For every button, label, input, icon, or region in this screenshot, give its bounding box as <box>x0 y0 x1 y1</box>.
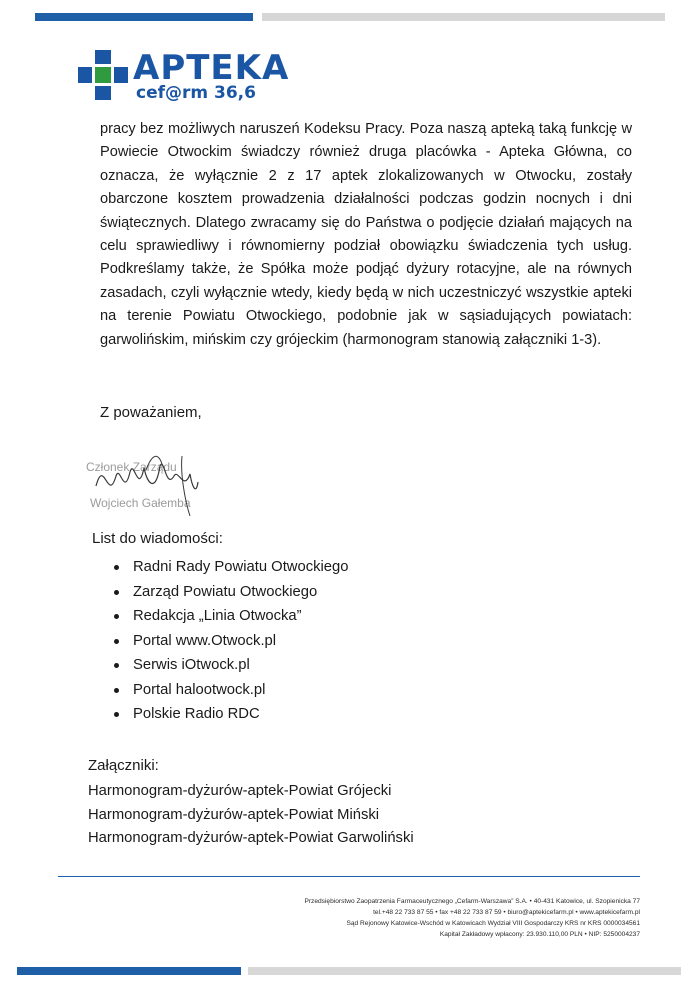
footer-capital-line: Kapitał Zakładowy wpłacony: 23.930.110,00 PLN • NIP: 5250004237 <box>439 931 640 938</box>
logo-subtitle: cef@rm 36,6 <box>136 83 256 103</box>
footer-court-line: Sąd Rejonowy Katowice-Wschód w Katowicach Wydział VIII Gospodarczy KRS nr KRS 0000034561 <box>346 920 640 927</box>
handwritten-signature <box>86 446 211 518</box>
closing-salutation: Z poważaniem, <box>100 404 202 421</box>
attachment-item: Harmonogram-dyżurów-aptek-Powiat Miński <box>88 806 380 823</box>
attachments-list <box>88 780 414 851</box>
list-item: Serwis iOtwock.pl <box>114 653 349 678</box>
header-grey-bar <box>262 13 665 21</box>
company-footer <box>240 896 640 940</box>
list-item: Zarząd Powiatu Otwockiego <box>114 580 349 605</box>
apteka-logo <box>78 50 298 110</box>
header-blue-bar <box>35 13 253 21</box>
list-item: Portal halootwock.pl <box>114 678 349 703</box>
footer-grey-bar <box>248 967 681 975</box>
distribution-list-title: List do wiadomości: <box>92 530 223 547</box>
footer-contact-line: tel.+48 22 733 87 55 • fax +48 22 733 87 59 • biuro@aptekicefarm.pl • www.aptekicefarm.pl <box>373 909 640 916</box>
attachments-title: Załączniki: <box>88 757 159 774</box>
letter-body-paragraph: pracy bez możliwych naruszeń Kodeksu Pracy. Poza naszą apteką taką funkcję w Powiecie Otwockim świadczy również druga placówka - Apteka Główna, co oznacza, że wyłącznie 2 z 17 aptek zlokalizowanych w Otwocku, zostały obarczone kosztem prowadzenia działalności podczas godzin nocnych i dni świątecznych. Dlatego zwracamy się do Państwa o podjęcie działań mających na celu sprawiedliwy i równomierny podział obowiązku świadczenia tych usług. Podkreślamy także, że Spółka może podjąć dyżury rotacyjne, ale na równych zasadach, czyli wyłącznie wtedy, kiedy będą w nich uczestniczyć wszystkie apteki na terenie Powiatu Otwockiego, podobnie jak w sąsiadujących powiatach: garwolińskim, mińskim czy grójeckim (harmonogram stanowią załączniki 1-3). <box>100 121 632 348</box>
logo-wordmark: APTEKA <box>133 48 290 88</box>
list-item: Portal www.Otwock.pl <box>114 629 349 654</box>
distribution-list <box>114 555 349 727</box>
list-item: Redakcja „Linia Otwocka” <box>114 604 349 629</box>
list-item: Radni Rady Powiatu Otwockiego <box>114 555 349 580</box>
signature-name: Wojciech Gałemba <box>90 496 191 510</box>
attachment-item: Harmonogram-dyżurów-aptek-Powiat Grójecki <box>88 783 392 799</box>
footer-blue-bar <box>17 967 241 975</box>
footer-address-line: Przedsiębiorstwo Zaopatrzenia Farmaceutycznego „Cefarm-Warszawa” S.A. • 40-431 Katowice, ul. Szopienicka 77 <box>304 898 640 905</box>
list-item: Polskie Radio RDC <box>114 702 349 727</box>
pharmacy-cross-icon <box>78 50 128 100</box>
footer-divider <box>58 876 640 877</box>
signature-stamp <box>86 446 211 518</box>
attachment-item: Harmonogram-dyżurów-aptek-Powiat Garwoliński <box>88 830 414 846</box>
signature-role: Członek Zarządu <box>86 460 177 474</box>
